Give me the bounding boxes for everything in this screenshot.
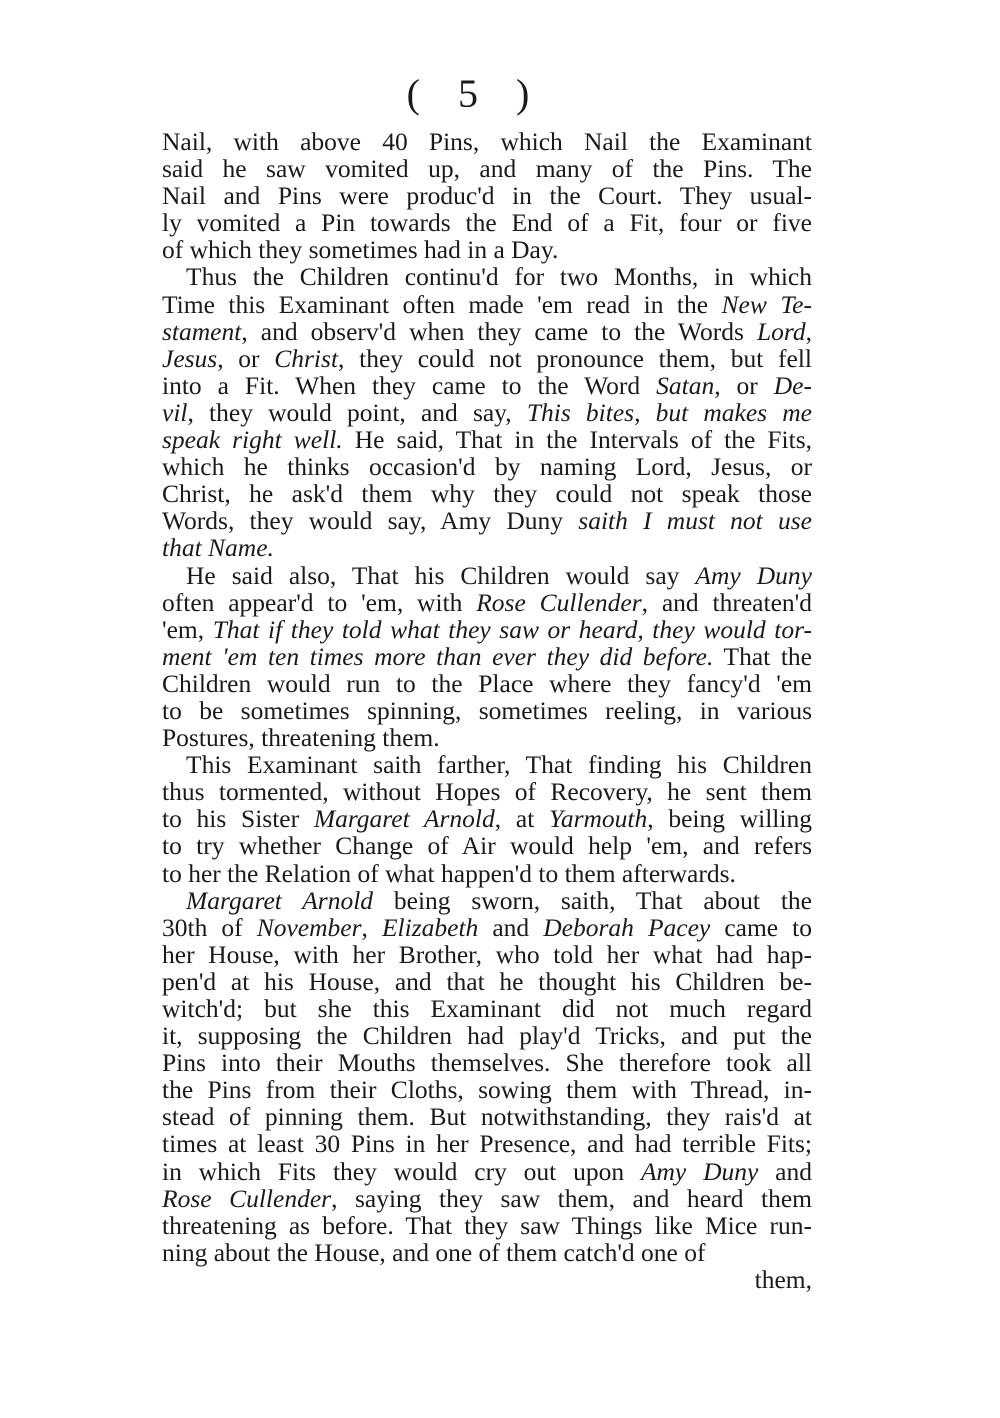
text-line: threatening as before. That they saw Things like Mice run- (162, 1210, 812, 1240)
text-line: This Examinant saith farther, That finding his Children (186, 750, 812, 780)
text-line: 30th of November, Elizabeth and Deborah Pacey came to (162, 912, 812, 942)
italic-text: saith I must not use (578, 506, 812, 536)
text-line: stament, and observ'd when they came to the Words Lord, (162, 316, 812, 346)
italic-text: that Name. (162, 533, 274, 563)
text-line: to be sometimes spinning, sometimes reeling, in various (162, 695, 812, 725)
text-line: ning about the House, and one of them catch'd one of (162, 1237, 706, 1267)
text-line: which he thinks occasion'd by naming Lord, Jesus, or (162, 452, 812, 482)
catchword: them, (754, 1264, 812, 1294)
text-line: Children would run to the Place where they fancy'd 'em (162, 668, 812, 698)
text-line: said he saw vomited up, and many of the Pins. The (162, 154, 812, 184)
text-line: Thus the Children continu'd for two Months, in which (186, 262, 812, 292)
italic-text: Margaret Arnold (313, 804, 495, 834)
text-line: Nail, with above 40 Pins, which Nail the Examinant (162, 127, 812, 156)
text-line: stead of pinning them. But notwithstanding, they rais'd at (162, 1102, 812, 1132)
text-line: Christ, he ask'd them why they could not speak those (162, 479, 812, 509)
text-line: of which they sometimes had in a Day. (162, 235, 559, 265)
text-line: Rose Cullender, saying they saw them, and heard them (162, 1183, 812, 1213)
italic-text: Rose Cullender (476, 587, 642, 617)
body-text (162, 128, 812, 1293)
text-line: Words, they would say, Amy Duny saith I must not use (162, 506, 812, 536)
italic-text: Christ (274, 343, 339, 373)
text-line (162, 534, 812, 561)
italic-text: New Te- (721, 289, 812, 319)
text-line: Time this Examinant often made 'em read in the New Te- (162, 289, 812, 319)
text-line: pen'd at his House, and that he thought his Children be- (162, 966, 812, 996)
italic-text: Margaret Arnold (186, 885, 374, 915)
paragraph (162, 263, 812, 561)
italic-text: Jesus (162, 343, 218, 373)
text-line: Margaret Arnold being sworn, saith, That about the (186, 885, 812, 915)
italic-text: Amy Duny (640, 1156, 759, 1186)
italic-text: stament (162, 316, 242, 346)
italic-text: Yarmouth (549, 804, 648, 834)
text-line: it, supposing the Children had play'd Tricks, and put the (162, 1021, 812, 1051)
italic-text: This bites, but makes me (526, 397, 812, 427)
text-line: witch'd; but she this Examinant did not much regard (162, 994, 812, 1023)
italic-text: November (256, 912, 362, 942)
text-line: vil, they would point, and say, This bites, but makes me (162, 397, 812, 427)
text-line: He said also, That his Children would say Amy Duny (186, 560, 812, 590)
italic-text: Satan (656, 370, 715, 400)
text-line: Pins into their Mouths themselves. She therefore took all (162, 1048, 812, 1078)
text-line: often appear'd to 'em, with Rose Cullender, and threaten'd (162, 587, 812, 617)
text-line: the Pins from their Cloths, sowing them with Thread, in- (162, 1075, 812, 1105)
text-line: Nail and Pins were produc'd in the Court. They usual- (162, 181, 812, 211)
paragraph (162, 562, 812, 752)
paragraph (162, 128, 812, 263)
text-line: Postures, threatening them. (162, 723, 440, 753)
italic-text: Amy Duny (695, 560, 812, 590)
text-line: into a Fit. When they came to the Word Satan, or De- (162, 370, 812, 400)
italic-text: speak right well. (162, 425, 343, 455)
text-line: ment 'em ten times more than ever they did before. That the (162, 641, 812, 671)
italic-text: That if they told what they saw or heard, they would tor- (212, 614, 812, 644)
page-number: ( 5 ) (406, 71, 544, 116)
text-line: thus tormented, without Hopes of Recovery, he sent them (162, 777, 812, 807)
italic-text: vil (162, 397, 188, 427)
italic-text: ment 'em ten times more than ever they did before. (162, 641, 714, 671)
paragraph (162, 751, 812, 886)
text-line: ly vomited a Pin towards the End of a Fit, four or five (162, 208, 812, 238)
text-line: Jesus, or Christ, they could not pronounce them, but fell (162, 343, 812, 373)
text-line: times at least 30 Pins in her Presence, and had terrible Fits; (162, 1129, 812, 1159)
text-line: to try whether Change of Air would help 'em, and refers (162, 831, 812, 861)
italic-text: Elizabeth (381, 912, 479, 942)
text-line: her House, with her Brother, who told her what had hap- (162, 939, 812, 969)
text-line: in which Fits they would cry out upon Amy Duny and (162, 1156, 812, 1186)
text-line: to his Sister Margaret Arnold, at Yarmouth, being willing (162, 804, 812, 834)
italic-text: De- (773, 370, 812, 400)
italic-text: Rose Cullender (162, 1183, 332, 1213)
text-line: to her the Relation of what happen'd to them afterwards. (162, 858, 736, 888)
italic-text: Lord (756, 316, 806, 346)
italic-text: Deborah Pacey (543, 912, 711, 942)
text-line: speak right well. He said, That in the Intervals of the Fits, (162, 425, 812, 455)
text-line: 'em, That if they told what they saw or heard, they would tor- (162, 614, 812, 644)
paragraph (162, 887, 812, 1266)
